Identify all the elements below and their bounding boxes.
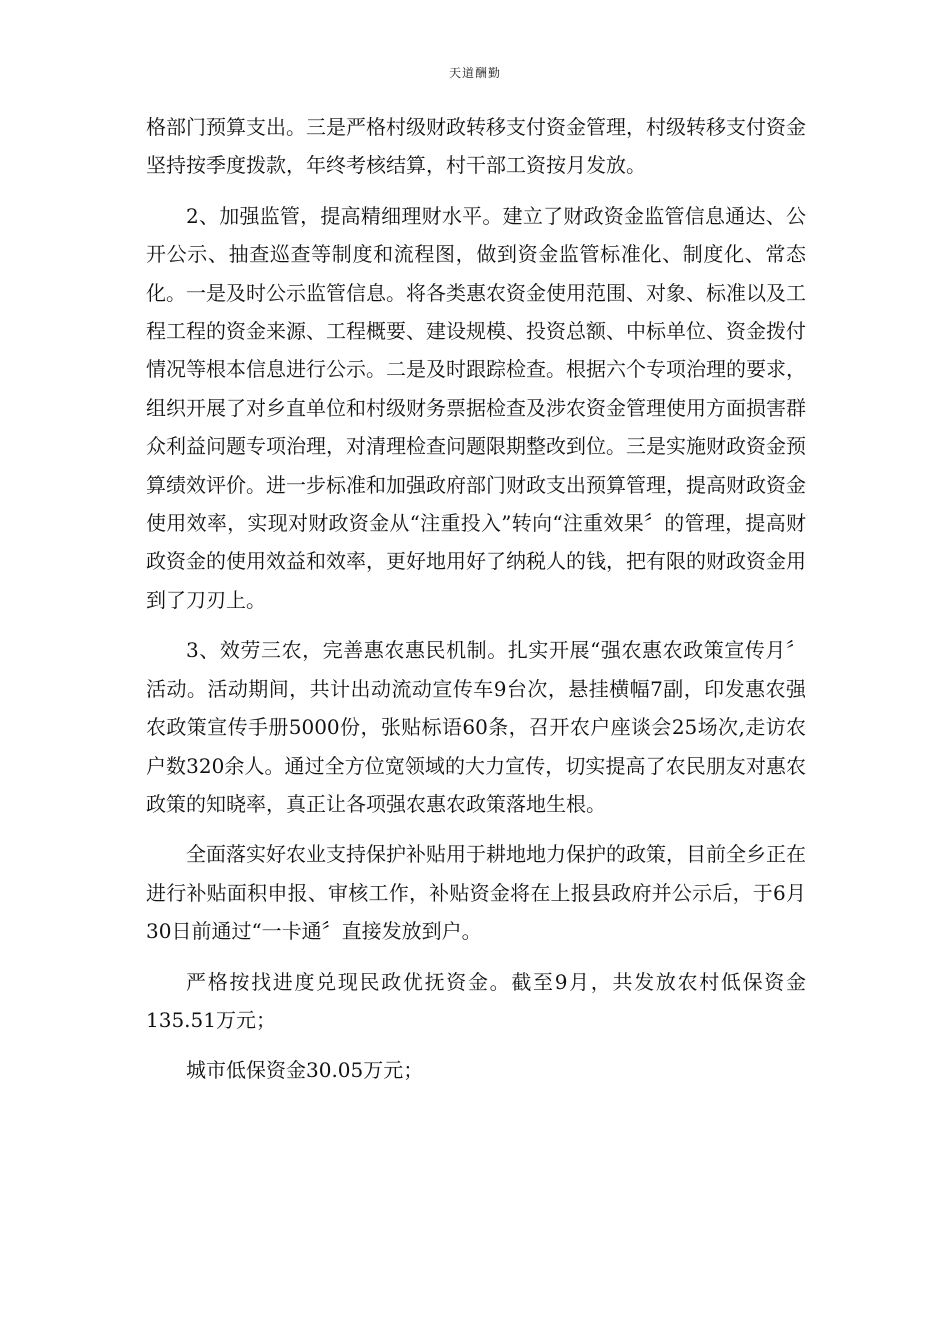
paragraph-3: 3、效劳三农，完善惠农惠民机制。扎实开展“强农惠农政策宣传月〞活动。活动期间，共计出动流动宣传车9台次，悬挂横幅7副，印发惠农强农政策宣传手册5000份，张贴标语60条，召开农户座谈会25场次,走访农户数320余人。通过全方位宽领域的大力宣传，切实提高了农民朋友对惠农政策的知晓率，真正让各项强农惠农政策落地生根。 bbox=[146, 638, 806, 816]
paragraph-6: 城市低保资金30.05万元； bbox=[186, 1058, 424, 1083]
page-header: 天道酬勤 bbox=[448, 66, 501, 80]
paragraph-2: 2、加强监管，提高精细理财水平。建立了财政资金监管信息通达、公开公示、抽查巡查等制度和流程图，做到资金监管标准化、制度化、常态化。一是及时公示监管信息。将各类惠农资金使用范围、对象、标准以及工程工程的资金来源、工程概要、建设规模、投资总额、中标单位、资金拨付情况等根本信息进行公示。二是及时跟踪检查。根据六个专项治理的要求，组织开展了对乡直单位和村级财务票据检查及涉农资金管理使用方面损害群众利益问题专项治理，对清理检查问题限期整改到位。三是实施财政资金预算绩效评价。进一步标准和加强政府部门财政支出预算管理，提高财政资金使用效率，实现对财政资金从“注重投入”转向“注重效果〞的管理，提高财政资金的使用效益和效率，更好地用好了纳税人的钱，把有限的财政资金用到了刀刃上。 bbox=[146, 203, 806, 612]
document-body bbox=[146, 108, 806, 1090]
paragraph-5: 严格按找进度兑现民政优抚资金。截至9月，共发放农村低保资金135.51万元； bbox=[146, 969, 806, 1032]
paragraph-1: 格部门预算支出。三是严格村级财政转移支付资金管理，村级转移支付资金坚持按季度拨款，年终考核结算，村干部工资按月发放。 bbox=[146, 115, 806, 178]
paragraph-4: 全面落实好农业支持保护补贴用于耕地地力保护的政策，目前全乡正在进行补贴面积申报、审核工作，补贴资金将在上报县政府并公示后，于6月30日前通过“一卡通〞直接发放到户。 bbox=[146, 842, 806, 944]
